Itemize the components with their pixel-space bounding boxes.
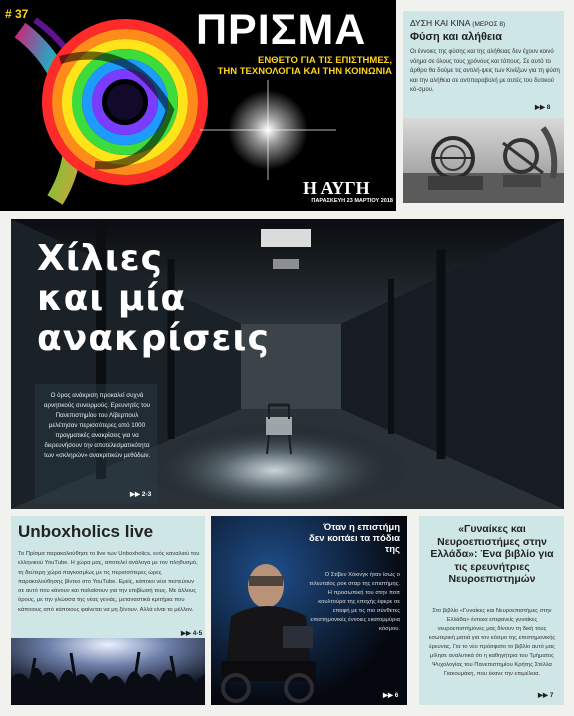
crowd-illustration (11, 638, 205, 705)
article-title: Unboxholics live (18, 522, 154, 541)
headline-line-2: και μία (37, 278, 187, 319)
magazine-subtitle (192, 55, 392, 77)
article-summary: Οι έννοιες της φύσης και της αλήθειας δεν έχουν κοινό νόημα σε όλους τους χρόνους και τόπους. Σε αυτό το άρθρο θα δούμε τις αντιλή-ψεις των Κινέζων για τη φύση και την αλήθεια σε αντιπαραβολή με αυτές του δυτικού κό-σμου. (410, 49, 560, 93)
subtitle-line-1: ΕΝΘΕΤΟ ΓΙΑ ΤΙΣ ΕΠΙΣΤΗΜΕΣ, (257, 55, 392, 66)
issue-date: ΠΑΡΑΣΚΕΥΗ 23 ΜΑΡΤΙΟΥ 2018 (311, 198, 393, 204)
headline-line-3: ανακρίσεις (37, 318, 270, 359)
article-women-neuroscience[interactable] (419, 516, 564, 705)
hero-headline (37, 239, 270, 359)
article-hawking[interactable] (211, 516, 407, 705)
hero-summary: Ο όρος ανάκριση προκαλεί συχνά αρνητικούς συνειρμούς. Ερευνητές του Πανεπιστημίου του Λίβερπουλ μελέτησαν περισσότερες από 1000 πραγματικές ανακρίσεις για να διερευνήσουν την αποτελεσματικότητα των «σκληρών» ανακριτικών μεθόδων. (43, 392, 151, 459)
page-reference[interactable]: ▶▶ 7 (538, 692, 554, 699)
hero-summary-box (35, 384, 157, 503)
section-name: ΔΥΣΗ ΚΑΙ ΚΙΝΑ (410, 18, 470, 28)
article-title: Φύση και αλήθεια (410, 31, 502, 43)
page-reference[interactable]: ▶▶ 2-3 (130, 491, 152, 498)
cover-banner (0, 0, 396, 211)
page-reference[interactable]: ▶▶ 4-5 (181, 630, 203, 637)
newspaper-logo: Η ΑΥΓΗ (303, 178, 370, 198)
page-reference[interactable]: ▶▶ 6 (383, 692, 399, 699)
observatory-photo (403, 118, 564, 203)
article-interrogations[interactable] (11, 219, 564, 509)
page-reference[interactable]: ▶▶ 8 (535, 104, 551, 111)
article-summary: Στο βιβλίο «Γυναίκες και Νευροεπιστήμες στην Ελλάδα» έντεκα επιφανείς γυναίκες νευροεπιστήμονες μας δίνουν τη δική τους εσωτερική ματιά για τον κόσμο της επιστημονικής έρευνας. Για το νέο πρόσφατο το βιβλίο αυτό μας μίλησε αναλυτικά ότι η καθηγήτρια του Τμήματος Ψυχολογίας του Πανεπιστημίου Κρήτης Στέλλα Γιακουμάκη, που έκανε την επιμέλεια. (428, 608, 556, 677)
article-title: Όταν η επιστήμη δεν κοιτάει τα πόδια της (309, 522, 400, 555)
headline-line-1: Χίλιες (37, 238, 163, 279)
article-summary: Ο Στίβεν Χόκινγκ ήταν ίσως ο τελευταίος ροκ σταρ της επιστήμης. Η προσωπική του στην ποπ κουλτούρα της εποχής έφερε σε επαφή με τις πιο σύνθετες επιστημονικές έννοιες εκατομμύρια κόσμου. (309, 572, 400, 632)
observatory-illustration (403, 118, 564, 203)
article-summary: Το Πρίσμα παρακολούθησε το live των Unboxholics, ενός καναλιού του ελληνικού YouTube. Η χώρα μας, αποτελεί ανάλογα με τον πληθυσμό, τη δεύτερη χώρα παγκοσμίως με τις περισσότερες ώρες παρακολούθησης βίντεο στο YouTube. Εμείς, κάποιοι νέοι πιστεύουν σε αυτό που κάνουν και παλαίσουν για την επιβίωσή τους. Με άλλους όρους, με την γλώσσα της νέας γενιάς, μεταναστικά κριτήρια που κάποιους από κάποιους φαίνεται να μη ξένουν. Αλλά είναι το μέλλον. (18, 551, 200, 613)
subtitle-line-2: ΤΗΝ ΤΕΧΝΟΛΟΓΙΑ ΚΑΙ ΤΗΝ ΚΟΙΝΩΝΙΑ (217, 66, 392, 77)
section-label (410, 18, 505, 28)
article-title: «Γυναίκες και Νευροεπιστήμες στην Ελλάδα»: Ένα βιβλίο για τις ερευνήτριες Νευροεπιστημών (430, 523, 554, 585)
concert-crowd-photo (11, 638, 205, 705)
issue-number: # 37 (5, 7, 29, 21)
magazine-title: ΠΡΙΣΜΑ (196, 6, 367, 54)
section-part: (ΜΕΡΟΣ 8) (472, 21, 506, 28)
